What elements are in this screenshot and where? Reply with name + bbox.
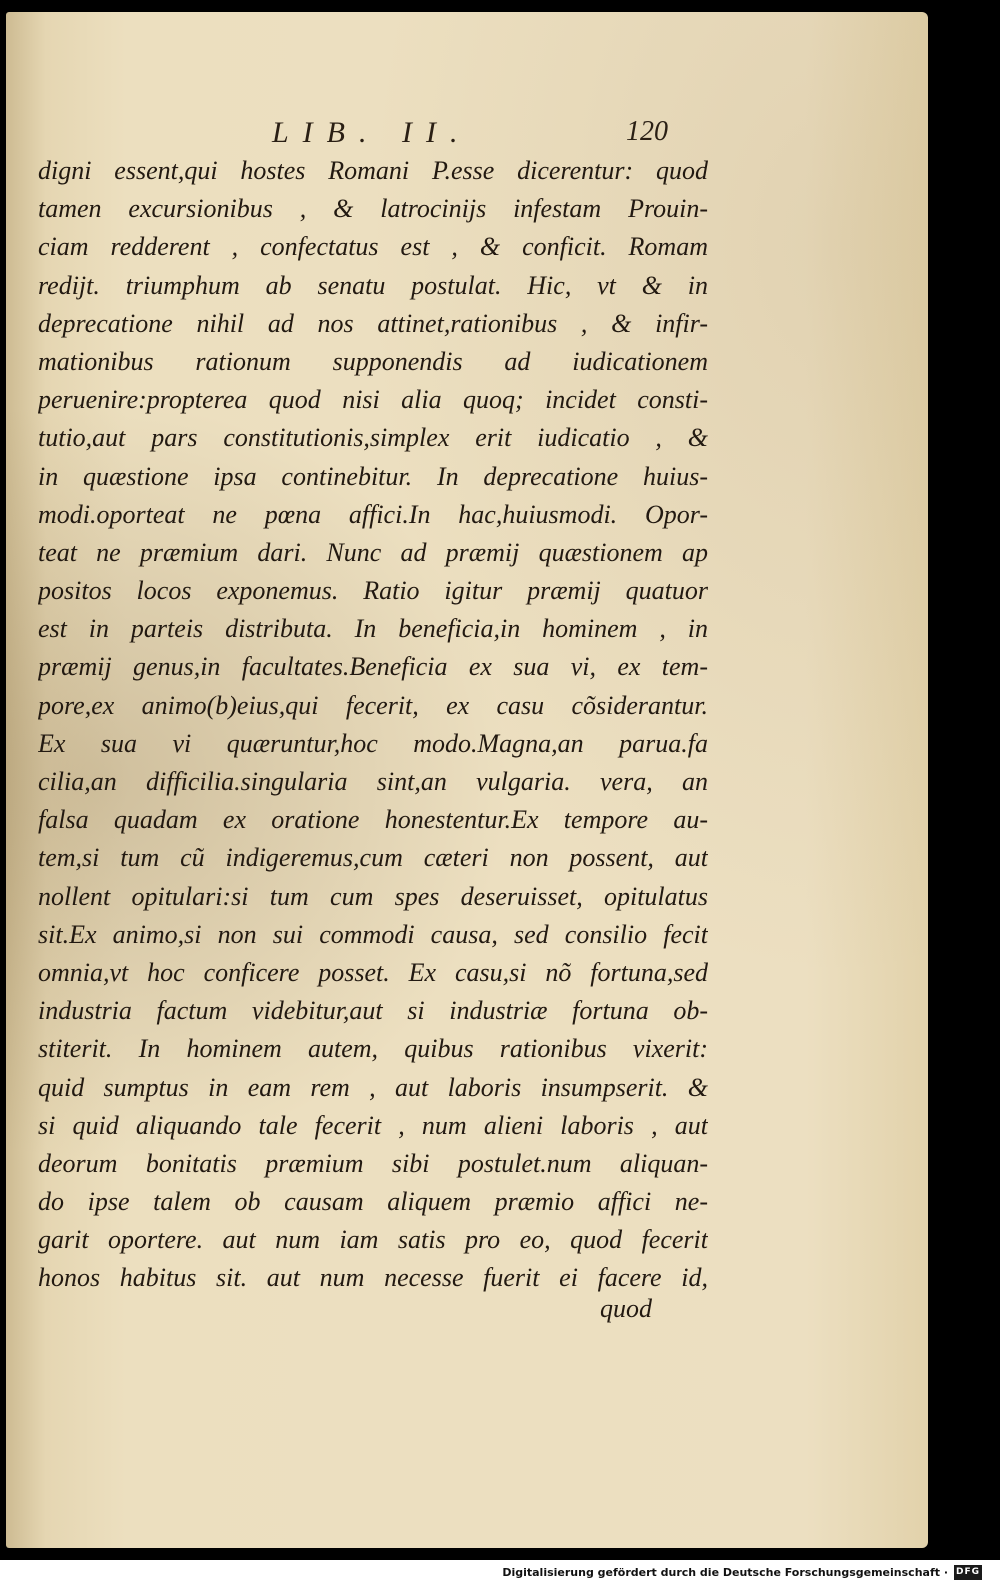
page-header: [6, 116, 928, 156]
text-line: stiterit. In hominem autem, quibus rationibus vixerit:: [38, 1034, 708, 1064]
text-line: positos locos exponemus. Ratio igitur præmij quatuor: [38, 576, 708, 606]
text-line: ciam redderent , confectatus est , & conficit. Romam: [38, 232, 708, 262]
text-line: honos habitus sit. aut num necesse fuerit ei facere id,: [38, 1263, 708, 1293]
text-line: tutio,aut pars constitutionis,simplex erit iudicatio , &: [38, 423, 708, 453]
text-line: deorum bonitatis præmium sibi postulet.num aliquan-: [38, 1148, 708, 1178]
body-text: [38, 152, 708, 1298]
text-line: modi.oporteat ne pœna affici.In hac,huiusmodi. Opor-: [38, 499, 708, 529]
dfg-logo-icon: DFG: [954, 1565, 982, 1580]
text-line: pore,ex animo(b)eius,qui fecerit, ex casu cõsiderantur.: [38, 690, 708, 720]
text-line: peruenire:propterea quod nisi alia quoq; incidet consti-: [38, 385, 708, 415]
text-line: omnia,vt hoc conficere posset. Ex casu,si nõ fortuna,sed: [38, 957, 708, 987]
text-line: tem,si tum cũ indigeremus,cum cæteri non possent, aut: [38, 843, 708, 873]
text-line: falsa quadam ex oratione honestentur.Ex tempore au-: [38, 805, 708, 835]
funding-credit: Digitalisierung gefördert durch die Deutsche Forschungsgemeinschaft ·: [502, 1566, 948, 1579]
text-line: cilia,an difficilia.singularia sint,an vulgaria. vera, an: [38, 767, 708, 796]
text-line: sit.Ex animo,si non sui commodi causa, sed consilio fecit: [38, 919, 708, 949]
text-line: mationibus rationum supponendis ad iudicationem: [38, 346, 708, 376]
text-line: in quæstione ipsa continebitur. In deprecatione huius-: [38, 461, 708, 491]
text-line: tamen excursionibus , & latrocinijs infestam Prouin-: [38, 194, 708, 224]
text-line: industria factum videbitur,aut si industriæ fortuna ob-: [38, 996, 708, 1026]
running-head: LIB. II.: [272, 116, 472, 149]
text-line: præmij genus,in facultates.Beneficia ex sua vi, ex tem-: [38, 652, 708, 682]
text-line: garit oportere. aut num iam satis pro eo, quod fecerit: [38, 1225, 708, 1255]
text-line: quid sumptus in eam rem , aut laboris insumpserit. &: [38, 1072, 708, 1102]
page-number: 120: [626, 116, 668, 147]
text-line: digni essent,qui hostes Romani P.esse dicerentur: quod: [38, 156, 708, 185]
text-line: do ipse talem ob causam aliquem præmio affici ne-: [38, 1187, 708, 1217]
text-line: redijt. triumphum ab senatu postulat. Hic, vt & in: [38, 270, 708, 300]
text-line: Ex sua vi quæruntur,hoc modo.Magna,an parua.fa: [38, 728, 708, 758]
text-line: si quid aliquando tale fecerit , num alieni laboris , aut: [38, 1110, 708, 1140]
book-page: [6, 12, 928, 1548]
digitization-footer: [0, 1560, 1000, 1586]
text-line: deprecatione nihil ad nos attinet,rationibus , & infir-: [38, 308, 708, 338]
text-line: nollent opitulari:si tum cum spes deseruisset, opitulatus: [38, 881, 708, 911]
text-line: teat ne præmium dari. Nunc ad præmij quæstionem ap: [38, 537, 708, 567]
text-line: est in parteis distributa. In beneficia,in hominem , in: [38, 614, 708, 644]
catchword: quod: [600, 1294, 652, 1323]
